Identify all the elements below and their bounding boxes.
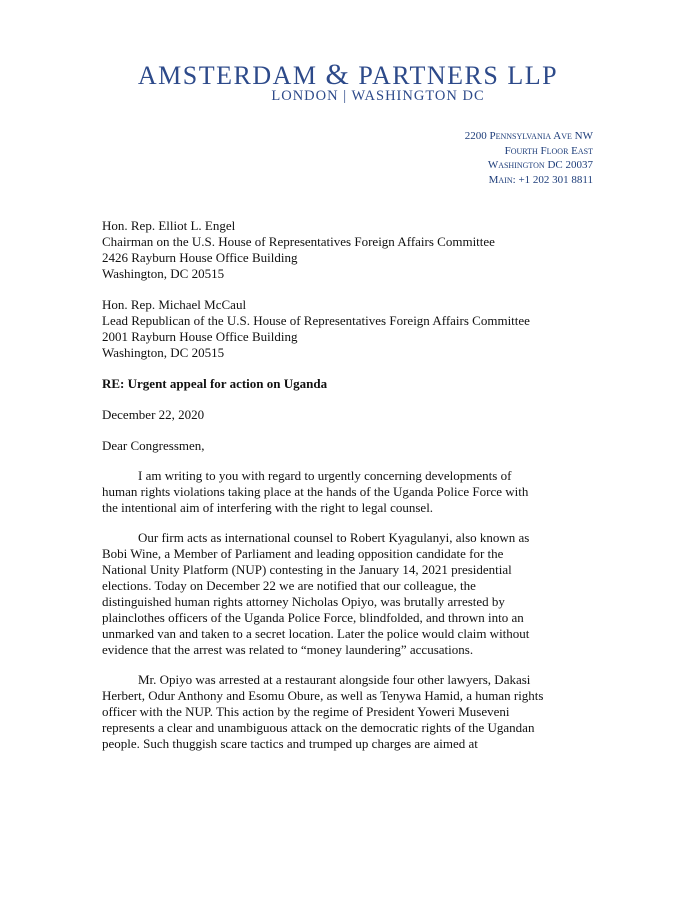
paragraph-line: Bobi Wine, a Member of Parliament and leading opposition candidate for the xyxy=(102,546,504,561)
recipient-title: Lead Republican of the U.S. House of Representatives Foreign Affairs Committee xyxy=(102,313,530,328)
paragraph-line: elections. Today on December 22 we are notified that our colleague, the xyxy=(102,578,476,593)
recipient-city: Washington, DC 20515 xyxy=(102,266,225,281)
paragraph-line: I am writing to you with regard to urgently concerning developments of xyxy=(138,468,512,483)
paragraph-line: Herbert, Odur Anthony and Esomu Obure, as well as Tenywa Hamid, a human rights xyxy=(102,688,544,703)
salutation: Dear Congressmen, xyxy=(102,438,205,453)
recipient-block-1 xyxy=(102,218,602,282)
firm-name-part2: PARTNERS LLP xyxy=(358,61,559,90)
sender-address xyxy=(465,129,593,187)
recipient-city: Washington, DC 20515 xyxy=(102,345,225,360)
recipient-name: Hon. Rep. Elliot L. Engel xyxy=(102,218,236,233)
paragraph-line: officer with the NUP. This action by the regime of President Yoweri Museveni xyxy=(102,704,510,719)
subject-line: RE: Urgent appeal for action on Uganda xyxy=(102,376,328,391)
paragraph-line: distinguished human rights attorney Nicholas Opiyo, was brutally arrested by xyxy=(102,594,505,609)
recipient-office: 2001 Rayburn House Office Building xyxy=(102,329,298,344)
recipient-title: Chairman on the U.S. House of Representatives Foreign Affairs Committee xyxy=(102,234,495,249)
paragraph-line: human rights violations taking place at the hands of the Uganda Police Force with xyxy=(102,484,529,499)
firm-name-ampersand: & xyxy=(325,58,351,91)
address-line: Washington DC 20037 xyxy=(487,159,593,171)
paragraph-line: Our firm acts as international counsel to Robert Kyagulanyi, also known as xyxy=(138,530,530,545)
paragraph-2 xyxy=(102,530,602,658)
paragraph-line: evidence that the arrest was related to “money laundering” accusations. xyxy=(102,642,474,657)
paragraph-1 xyxy=(102,468,602,516)
paragraph-line: represents a clear and unambiguous attack on the democratic rights of the Ugandan xyxy=(102,720,535,735)
letter-body xyxy=(102,218,602,752)
paragraph-3 xyxy=(102,672,602,752)
recipient-block-2 xyxy=(102,297,602,361)
paragraph-line: people. Such thuggish scare tactics and trumped up charges are aimed at xyxy=(102,736,478,751)
firm-name xyxy=(0,58,696,92)
paragraph-line: plainclothes officers of the Uganda Police Force, blindfolded, and thrown into an xyxy=(102,610,524,625)
address-line: Fourth Floor East xyxy=(504,144,593,157)
recipient-office: 2426 Rayburn House Office Building xyxy=(102,250,298,265)
paragraph-line: unmarked van and taken to a secret location. Later the police would claim without xyxy=(102,626,530,641)
firm-offices: LONDON | WASHINGTON DC xyxy=(271,88,485,104)
letter-date: December 22, 2020 xyxy=(102,407,205,422)
address-line: 2200 Pennsylvania Ave NW xyxy=(464,130,593,142)
firm-name-part1: AMSTERDAM xyxy=(137,61,318,90)
address-phone: Main: +1 202 301 8811 xyxy=(488,173,593,186)
paragraph-line: the intentional aim of interfering with the right to legal counsel. xyxy=(102,500,434,515)
paragraph-line: National Unity Platform (NUP) contesting in the January 14, 2021 presidential xyxy=(102,562,512,577)
paragraph-line: Mr. Opiyo was arrested at a restaurant alongside four other lawyers, Dakasi xyxy=(138,672,531,687)
recipient-name: Hon. Rep. Michael McCaul xyxy=(102,297,247,312)
